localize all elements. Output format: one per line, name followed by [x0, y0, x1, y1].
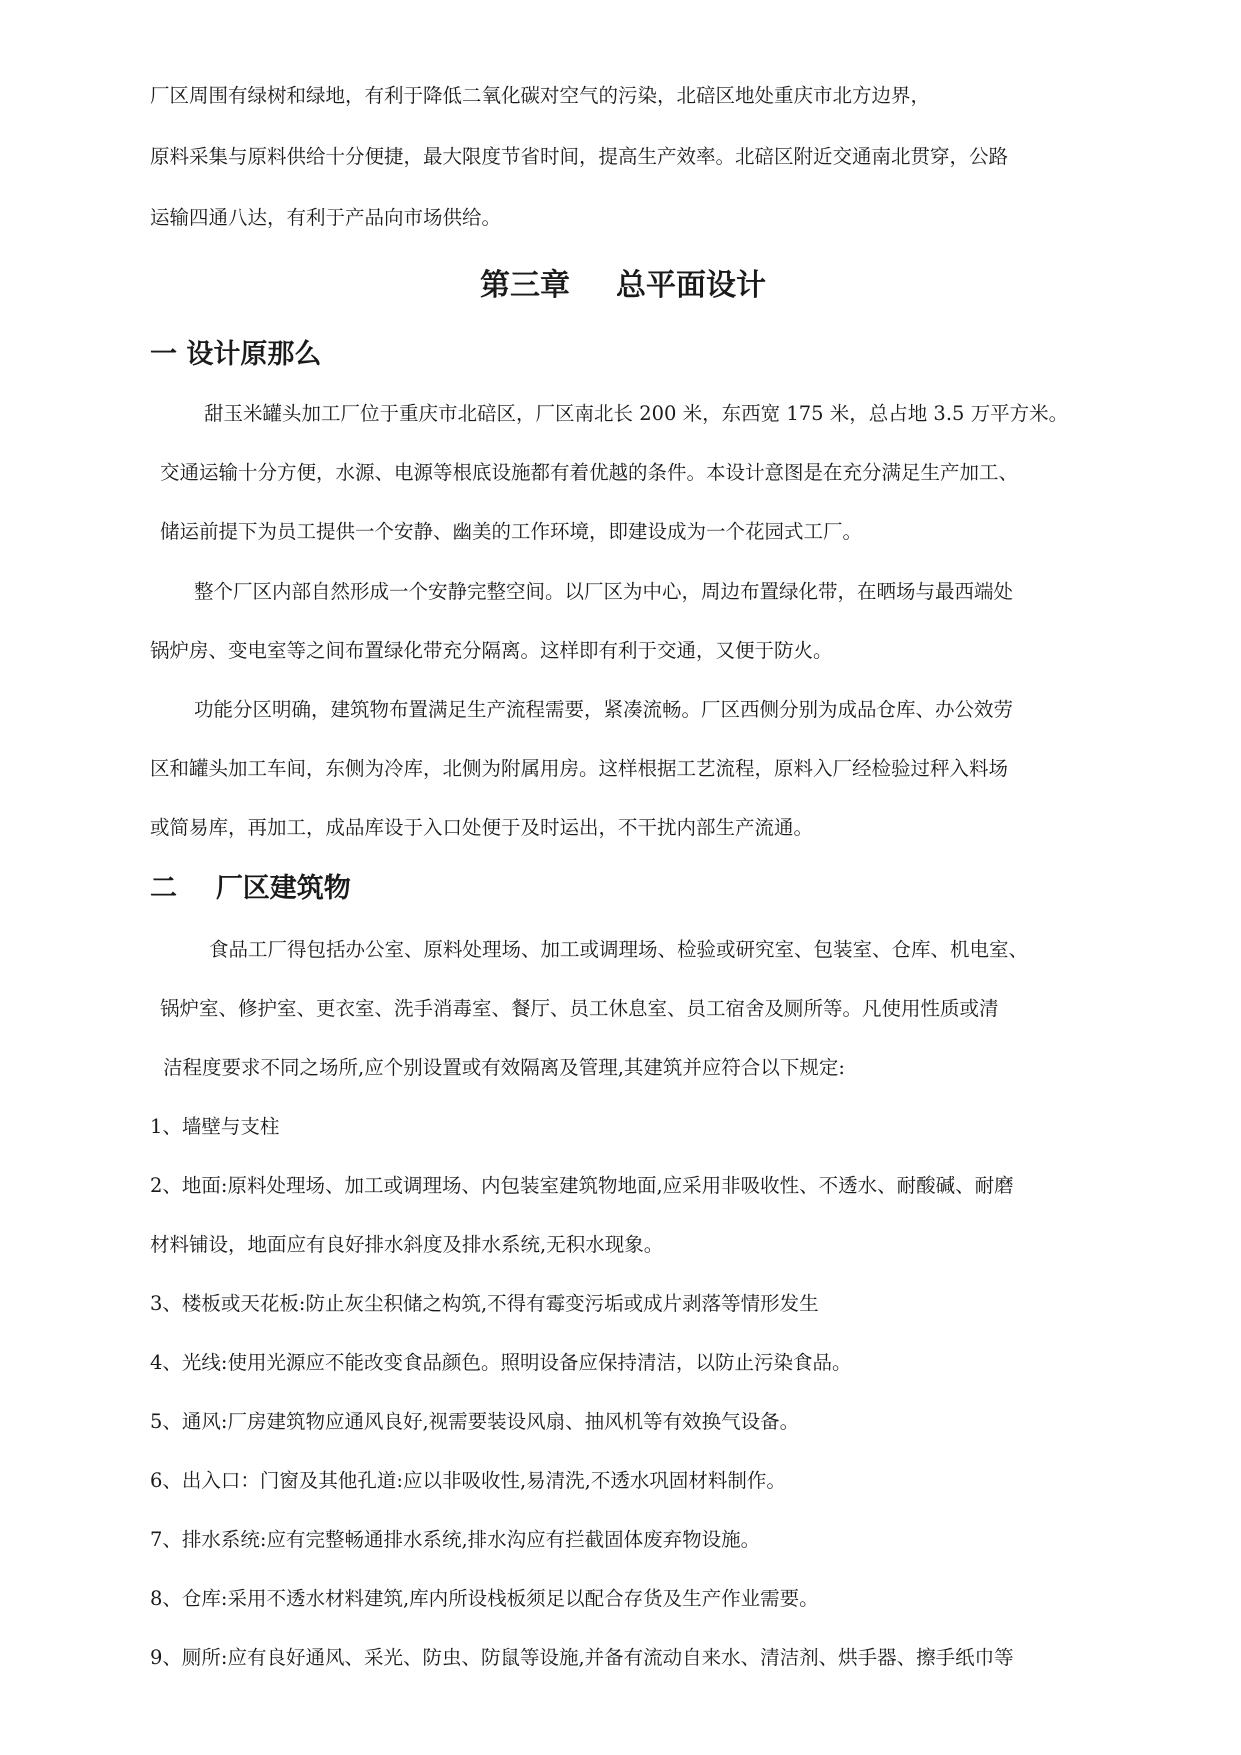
list-item: 2、地面:原料处理场、加工或调理场、内包装室建筑物地面,应采用非吸收性、不透水、耐酸碱、耐磨: [150, 1174, 1014, 1197]
section-heading: [150, 338, 321, 372]
list-item: 1、墙壁与支柱: [150, 1115, 280, 1138]
list-item-continuation: 材料铺设，地面应有良好排水斜度及排水系统,无积水现象。: [150, 1233, 664, 1256]
section-number: 一: [150, 339, 177, 370]
section-title: 厂区建筑物: [215, 873, 351, 904]
paragraph-line: 锅炉室、修护室、更衣室、洗手消毒室、餐厅、员工休息室、员工宿舍及厕所等。凡使用性质或清: [160, 997, 999, 1020]
intro-line: 原料采集与原料供给十分便捷，最大限度节省时间，提高生产效率。北碚区附近交通南北贯穿，公路: [150, 145, 1009, 168]
paragraph-line: 整个厂区内部自然形成一个安静完整空间。以厂区为中心，周边布置绿化带，在晒场与最西端处: [194, 580, 1014, 603]
paragraph-line: 甜玉米罐头加工厂位于重庆市北碚区，厂区南北长 200 米，东西宽 175 米，总占地 3.5 万平方米。: [204, 402, 1069, 425]
section-heading: [150, 872, 351, 906]
list-item: 3、楼板或天花板:防止灰尘积储之构筑,不得有霉变污垢或成片剥落等情形发生: [150, 1292, 819, 1315]
chapter-heading: [480, 268, 766, 304]
intro-line: 运输四通八达，有利于产品向市场供给。: [150, 206, 502, 229]
list-item: 6、出入口：门窗及其他孔道:应以非吸收性,易清洗,不透水巩固材料制作。: [150, 1469, 786, 1492]
list-item: 7、排水系统:应有完整畅通排水系统,排水沟应有拦截固体废弃物设施。: [150, 1528, 761, 1551]
paragraph-line: 锅炉房、变电室等之间布置绿化带充分隔离。这样即有利于交通，又便于防火。: [150, 639, 833, 662]
paragraph-line: 或简易库，再加工，成品库设于入口处便于及时运出，不干扰内部生产流通。: [150, 816, 814, 839]
chapter-number: 第三章: [480, 268, 570, 303]
paragraph-line: 洁程度要求不同之场所,应个别设置或有效隔离及管理,其建筑并应符合以下规定:: [163, 1056, 845, 1079]
paragraph-line: 功能分区明确，建筑物布置满足生产流程需要，紧凑流畅。厂区西侧分别为成品仓库、办公效劳: [194, 698, 1014, 721]
section-number: 二: [150, 873, 177, 904]
list-item: 4、光线:使用光源应不能改变食品颜色。照明设备应保持清洁，以防止污染食品。: [150, 1351, 852, 1374]
paragraph-line: 储运前提下为员工提供一个安静、幽美的工作环境，即建设成为一个花园式工厂。: [160, 520, 863, 543]
paragraph-line: 交通运输十分方便，水源、电源等根底设施都有着优越的条件。本设计意图是在充分满足生产加工、: [160, 461, 1019, 484]
paragraph-line: 食品工厂得包括办公室、原料处理场、加工或调理场、检验或研究室、包装室、仓库、机电室、: [209, 938, 1029, 961]
chapter-title: 总平面设计: [616, 268, 766, 303]
list-item: 5、通风:厂房建筑物应通风良好,视需要装设风扇、抽风机等有效换气设备。: [150, 1410, 800, 1433]
paragraph-line: 区和罐头加工车间，东侧为冷库，北侧为附属用房。这样根据工艺流程，原料入厂经检验过秤入料场: [150, 757, 1009, 780]
list-item: 8、仓库:采用不透水材料建筑,库内所设栈板须足以配合存货及生产作业需要。: [150, 1587, 819, 1610]
list-item: 9、厕所:应有良好通风、采光、防虫、防鼠等设施,并备有流动自来水、清洁剂、烘手器、擦手纸巾等: [150, 1646, 1014, 1669]
section-title: 设计原那么: [186, 339, 322, 370]
intro-line: 厂区周围有绿树和绿地，有利于降低二氧化碳对空气的污染，北碚区地处重庆市北方边界，: [150, 84, 931, 107]
